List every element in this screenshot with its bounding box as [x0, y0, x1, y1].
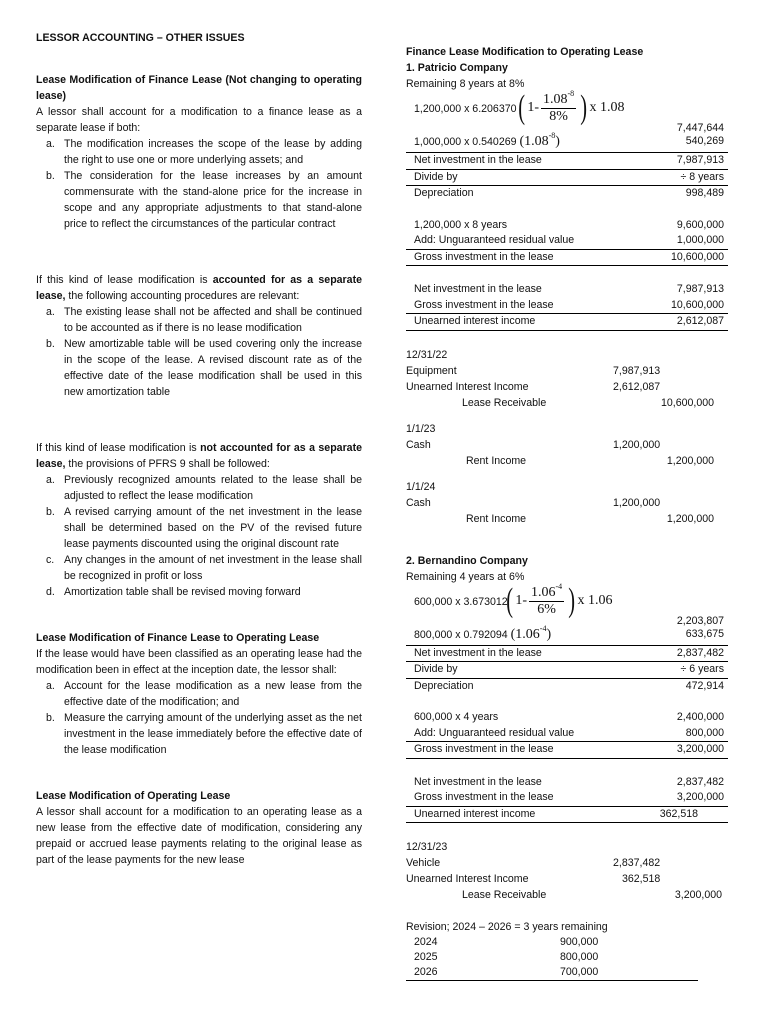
revision-note: Revision; 2024 – 2026 = 3 years remaining: [406, 921, 608, 933]
paragraph: A lessor shall account for a modification to an operating lease as a new lease from the effective date of modification, considering any prepaid or accrued lease payments relating to the original lease as part of the lease payments for the new lease: [36, 806, 362, 866]
divide-row: Divide by ÷ 8 years: [414, 170, 724, 183]
problem-rate: Remaining 8 years at 8%: [406, 78, 525, 90]
list: [36, 472, 362, 600]
gross-total-row: Gross investment in the lease 10,600,000: [406, 250, 728, 267]
list: [36, 136, 362, 232]
unearned-row: Gross investment in the lease 3,200,000: [406, 790, 728, 807]
paragraph: If this kind of lease modification is not accounted for as a separate lease, the provisions of PFRS 9 shall be followed:: [36, 442, 362, 470]
unearned-row: Net investment in the lease 7,987,913: [414, 283, 724, 295]
list-item: d. Amortization table shall be revised moving forward: [46, 586, 301, 598]
list-item: b. New amortizable table will be used covering only the increase in the scope of the lease. A revised discount rate as of the effective date of the lease modification shall be used in this new amortization table: [46, 338, 362, 398]
divide-row: Divide by ÷ 6 years: [414, 663, 724, 675]
table-row: 2024 900,000: [414, 936, 599, 948]
right-title: Finance Lease Modification to Operating Lease: [406, 46, 644, 58]
annuity-formula: ( 1- $\frac{1.08^{-8}}{8\%}$ ) x 1.08: [518, 89, 625, 126]
list-item: a. The modification increases the scope of the lease by adding the right to use one or more underlying assets; and: [46, 138, 362, 166]
pv-residual-row: 800,000 x 0.792094 $(1.06^{-4})$ 633,675: [414, 623, 724, 642]
journal-entry: 1/1/24 Cash 1,200,000 Rent Income 1,200,000: [406, 480, 714, 525]
journal-entry: 12/31/22 Equipment 7,987,913 Unearned Interest Income 2,612,087 Lease Receivable 10,600,000: [406, 348, 714, 409]
table-row: 2026 700,000: [406, 965, 698, 981]
pv-residual-row: 1,000,000 x 0.540269 $(1.08^{-8})$ 540,269: [414, 131, 724, 149]
pv-formula-row: 600,000 x 3.673012 ( 1- $\frac{1.06^{-4}}{6\%}$ ) x 1.06 2,203,807: [414, 581, 724, 627]
section-heading: Lease Modification of Finance Lease to Operating Lease: [36, 632, 320, 644]
list: [36, 678, 362, 758]
annuity-formula: ( 1- $\frac{1.06^{-4}}{6\%}$ ) x 1.06: [506, 581, 613, 619]
list-item: b. Measure the carrying amount of the underlying asset as the net investment in the lease immediately before the effective date of the lease modification: [46, 712, 362, 756]
paragraph: If this kind of lease modification is accounted for as a separate lease, the following accounting procedures are relevant:: [36, 274, 362, 302]
problem-rate: Remaining 4 years at 6%: [406, 570, 525, 583]
gross-total-row: Gross investment in the lease 3,200,000: [406, 742, 728, 759]
revision-table: [406, 935, 698, 981]
problem-title: 2. Bernandino Company: [406, 554, 528, 567]
unearned-row: Net investment in the lease 2,837,482: [414, 775, 724, 788]
document-title: LESSOR ACCOUNTING – OTHER ISSUES: [36, 32, 245, 44]
gross-row: 600,000 x 4 years 2,400,000: [414, 711, 724, 723]
list-item: a. The existing lease shall not be affected and shall be continued to be accounted as if there is no lease modification: [46, 306, 362, 334]
unearned-row: Gross investment in the lease 10,600,000: [406, 298, 728, 315]
left-column: [36, 30, 362, 868]
gross-row: Add: Unguaranteed residual value 1,000,000: [406, 233, 728, 250]
section-heading: Lease Modification of Operating Lease: [36, 790, 231, 802]
gross-row: 1,200,000 x 8 years 9,600,000: [414, 218, 724, 231]
depreciation-row: Depreciation 472,914: [406, 678, 728, 695]
problem-title: 1. Patricio Company: [406, 62, 508, 74]
journal-entry: 12/31/23 Vehicle 2,837,482 Unearned Interest Income 362,518 Lease Receivable 3,200,000: [406, 841, 722, 901]
paragraph: A lessor shall account for a modification to a finance lease as a separate lease if both:: [36, 106, 362, 134]
list-item: a. Previously recognized amounts related to the lease shall be adjusted to reflect the lease modification: [46, 474, 362, 502]
journal-entry: 1/1/23 Cash 1,200,000 Rent Income 1,200,000: [406, 422, 714, 467]
section-heading: Lease Modification of Finance Lease (Not changing to operating lease): [36, 74, 362, 102]
list-item: a. Account for the lease modification as a new lease from the effective date of the modification; and: [46, 680, 362, 708]
list-item: b. A revised carrying amount of the net investment in the lease shall be determined based on the PV of the revised future lease payments discounted using the original discount rate: [46, 506, 362, 550]
unearned-total-row: Unearned interest income 2,612,087: [406, 314, 728, 331]
list: [36, 304, 362, 400]
paragraph: If the lease would have been classified as an operating lease had the modification been in effect at the inception date, the lessor shall:: [36, 648, 362, 676]
gross-row: Add: Unguaranteed residual value 800,000: [406, 726, 728, 743]
net-investment-row: Net investment in the lease 2,837,482: [406, 645, 728, 663]
right-column: [406, 44, 728, 981]
depreciation-row: Depreciation 998,489: [406, 185, 728, 202]
list-item: b. The consideration for the lease increases by an amount commensurate with the stand-alone price for the increase in scope and any appropriate adjustments to that stand-alone price to reflect the circumstances of the particular contract: [46, 170, 362, 230]
unearned-total-row: Unearned interest income 362,518: [406, 807, 728, 824]
table-row: 2025 800,000: [414, 951, 599, 963]
net-investment-row: Net investment in the lease 7,987,913: [406, 152, 728, 170]
list-item: c. Any changes in the amount of net investment in the lease shall be recognized in profit or loss: [46, 554, 362, 582]
pv-formula-row: 1,200,000 x 6.206370 ( 1- $\frac{1.08^{-8}}{8\%}$ ) x 1.08 7,447,644: [414, 89, 724, 134]
